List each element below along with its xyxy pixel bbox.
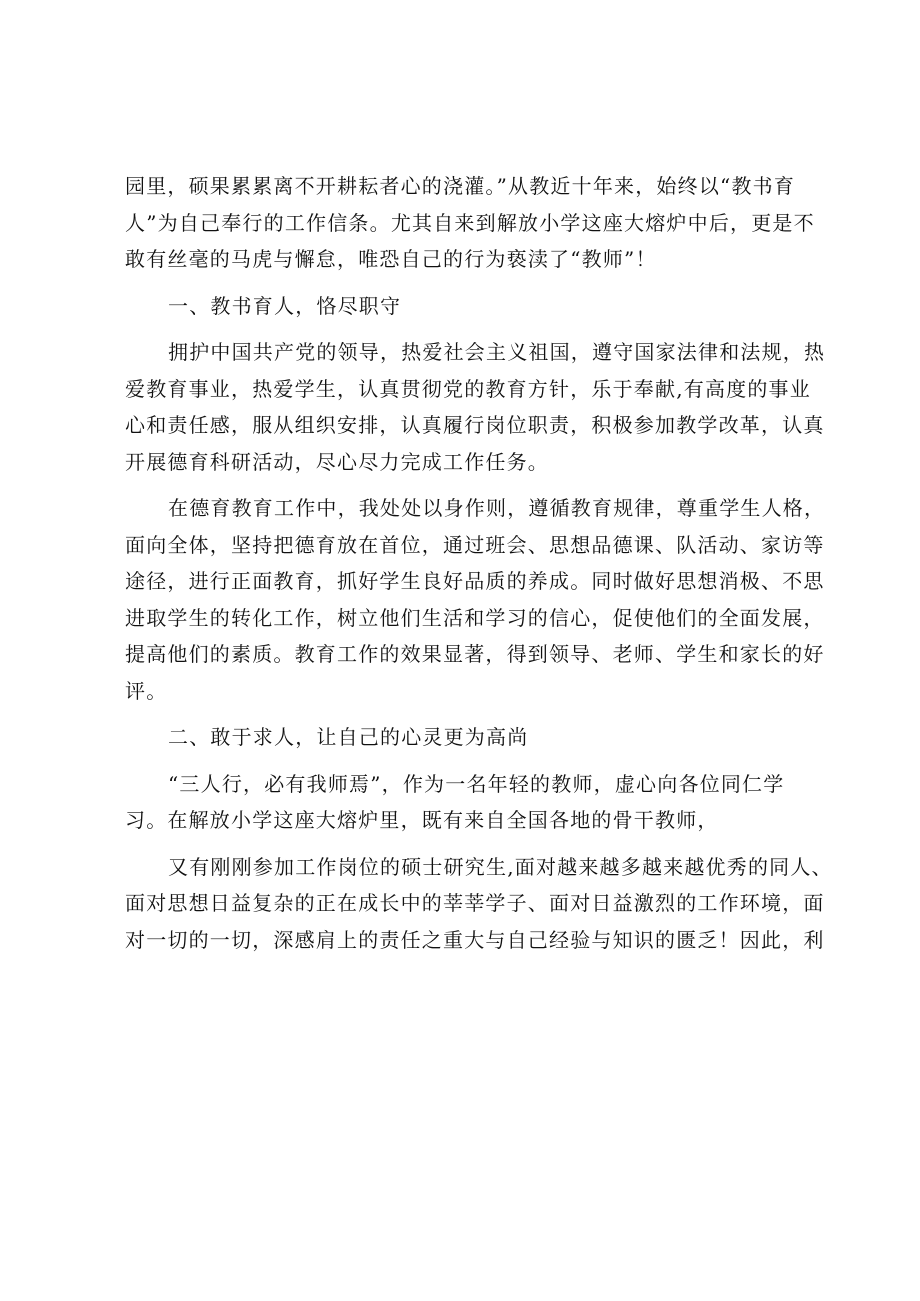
text-line: 人”为自己奉行的工作信条。尤其自来到解放小学这座大熔炉中后，更是不 (125, 210, 815, 235)
text-line: “三人行，必有我师焉”，作为一名年轻的教师，虚心向各位同仁学 (168, 771, 785, 796)
text-line: 在德育教育工作中，我处处以身作则，遵循教育规律，尊重学生人格， (168, 496, 826, 520)
text-line: 开展德育科研活动，尽心尽力完成工作任务。 (125, 449, 549, 474)
text-line: 面对思想日益复杂的正在成长中的莘莘学子、面对日益激烈的工作环境，面 (125, 891, 825, 915)
text-line: 提高他们的素质。教育工作的效果显著，得到领导、老师、学生和家长的好 (125, 642, 825, 666)
section-heading-2: 二、敢于求人，让自己的心灵更为高尚 (168, 725, 529, 749)
text-line: 又有刚刚参加工作岗位的硕士研究生,面对越来越多越来越优秀的同人、 (168, 854, 833, 879)
text-line: 习。在解放小学这座大熔炉里，既有来自全国各地的骨干教师， (125, 808, 719, 832)
text-line: 途径，进行正面教育，抓好学生良好品质的养成。同时做好思想消极、不思 (125, 569, 825, 593)
section-heading-1: 一、教书育人，恪尽职守 (168, 293, 402, 318)
text-line: 拥护中国共产党的领导，热爱社会主义祖国，遵守国家法律和法规，热 (168, 340, 826, 364)
text-line: 评。 (125, 678, 168, 703)
text-line: 园里，硕果累累离不开耕耘者心的浇灌。”从教近十年来，始终以“教书育 (125, 174, 796, 198)
text-line: 心和责任感，服从组织安排，认真履行岗位职责，积极参加教学改革，认真 (125, 413, 825, 437)
text-line: 敢有丝毫的马虎与懈怠，唯恐自己的行为亵渎了“教师”！ (125, 247, 657, 271)
document-body (125, 168, 833, 958)
text-line: 进取学生的转化工作，树立他们生活和学习的信心，促使他们的全面发展， (125, 605, 825, 630)
text-line: 爱教育事业，热爱学生，认真贯彻党的教育方针，乐于奉献,有高度的事业 (125, 376, 811, 401)
text-line: 对一切的一切，深感肩上的责任之重大与自己经验与知识的匮乏！因此，利 (125, 927, 825, 952)
text-line: 面向全体，坚持把德育放在首位，通过班会、思想品德课、队活动、家访等 (125, 532, 825, 557)
